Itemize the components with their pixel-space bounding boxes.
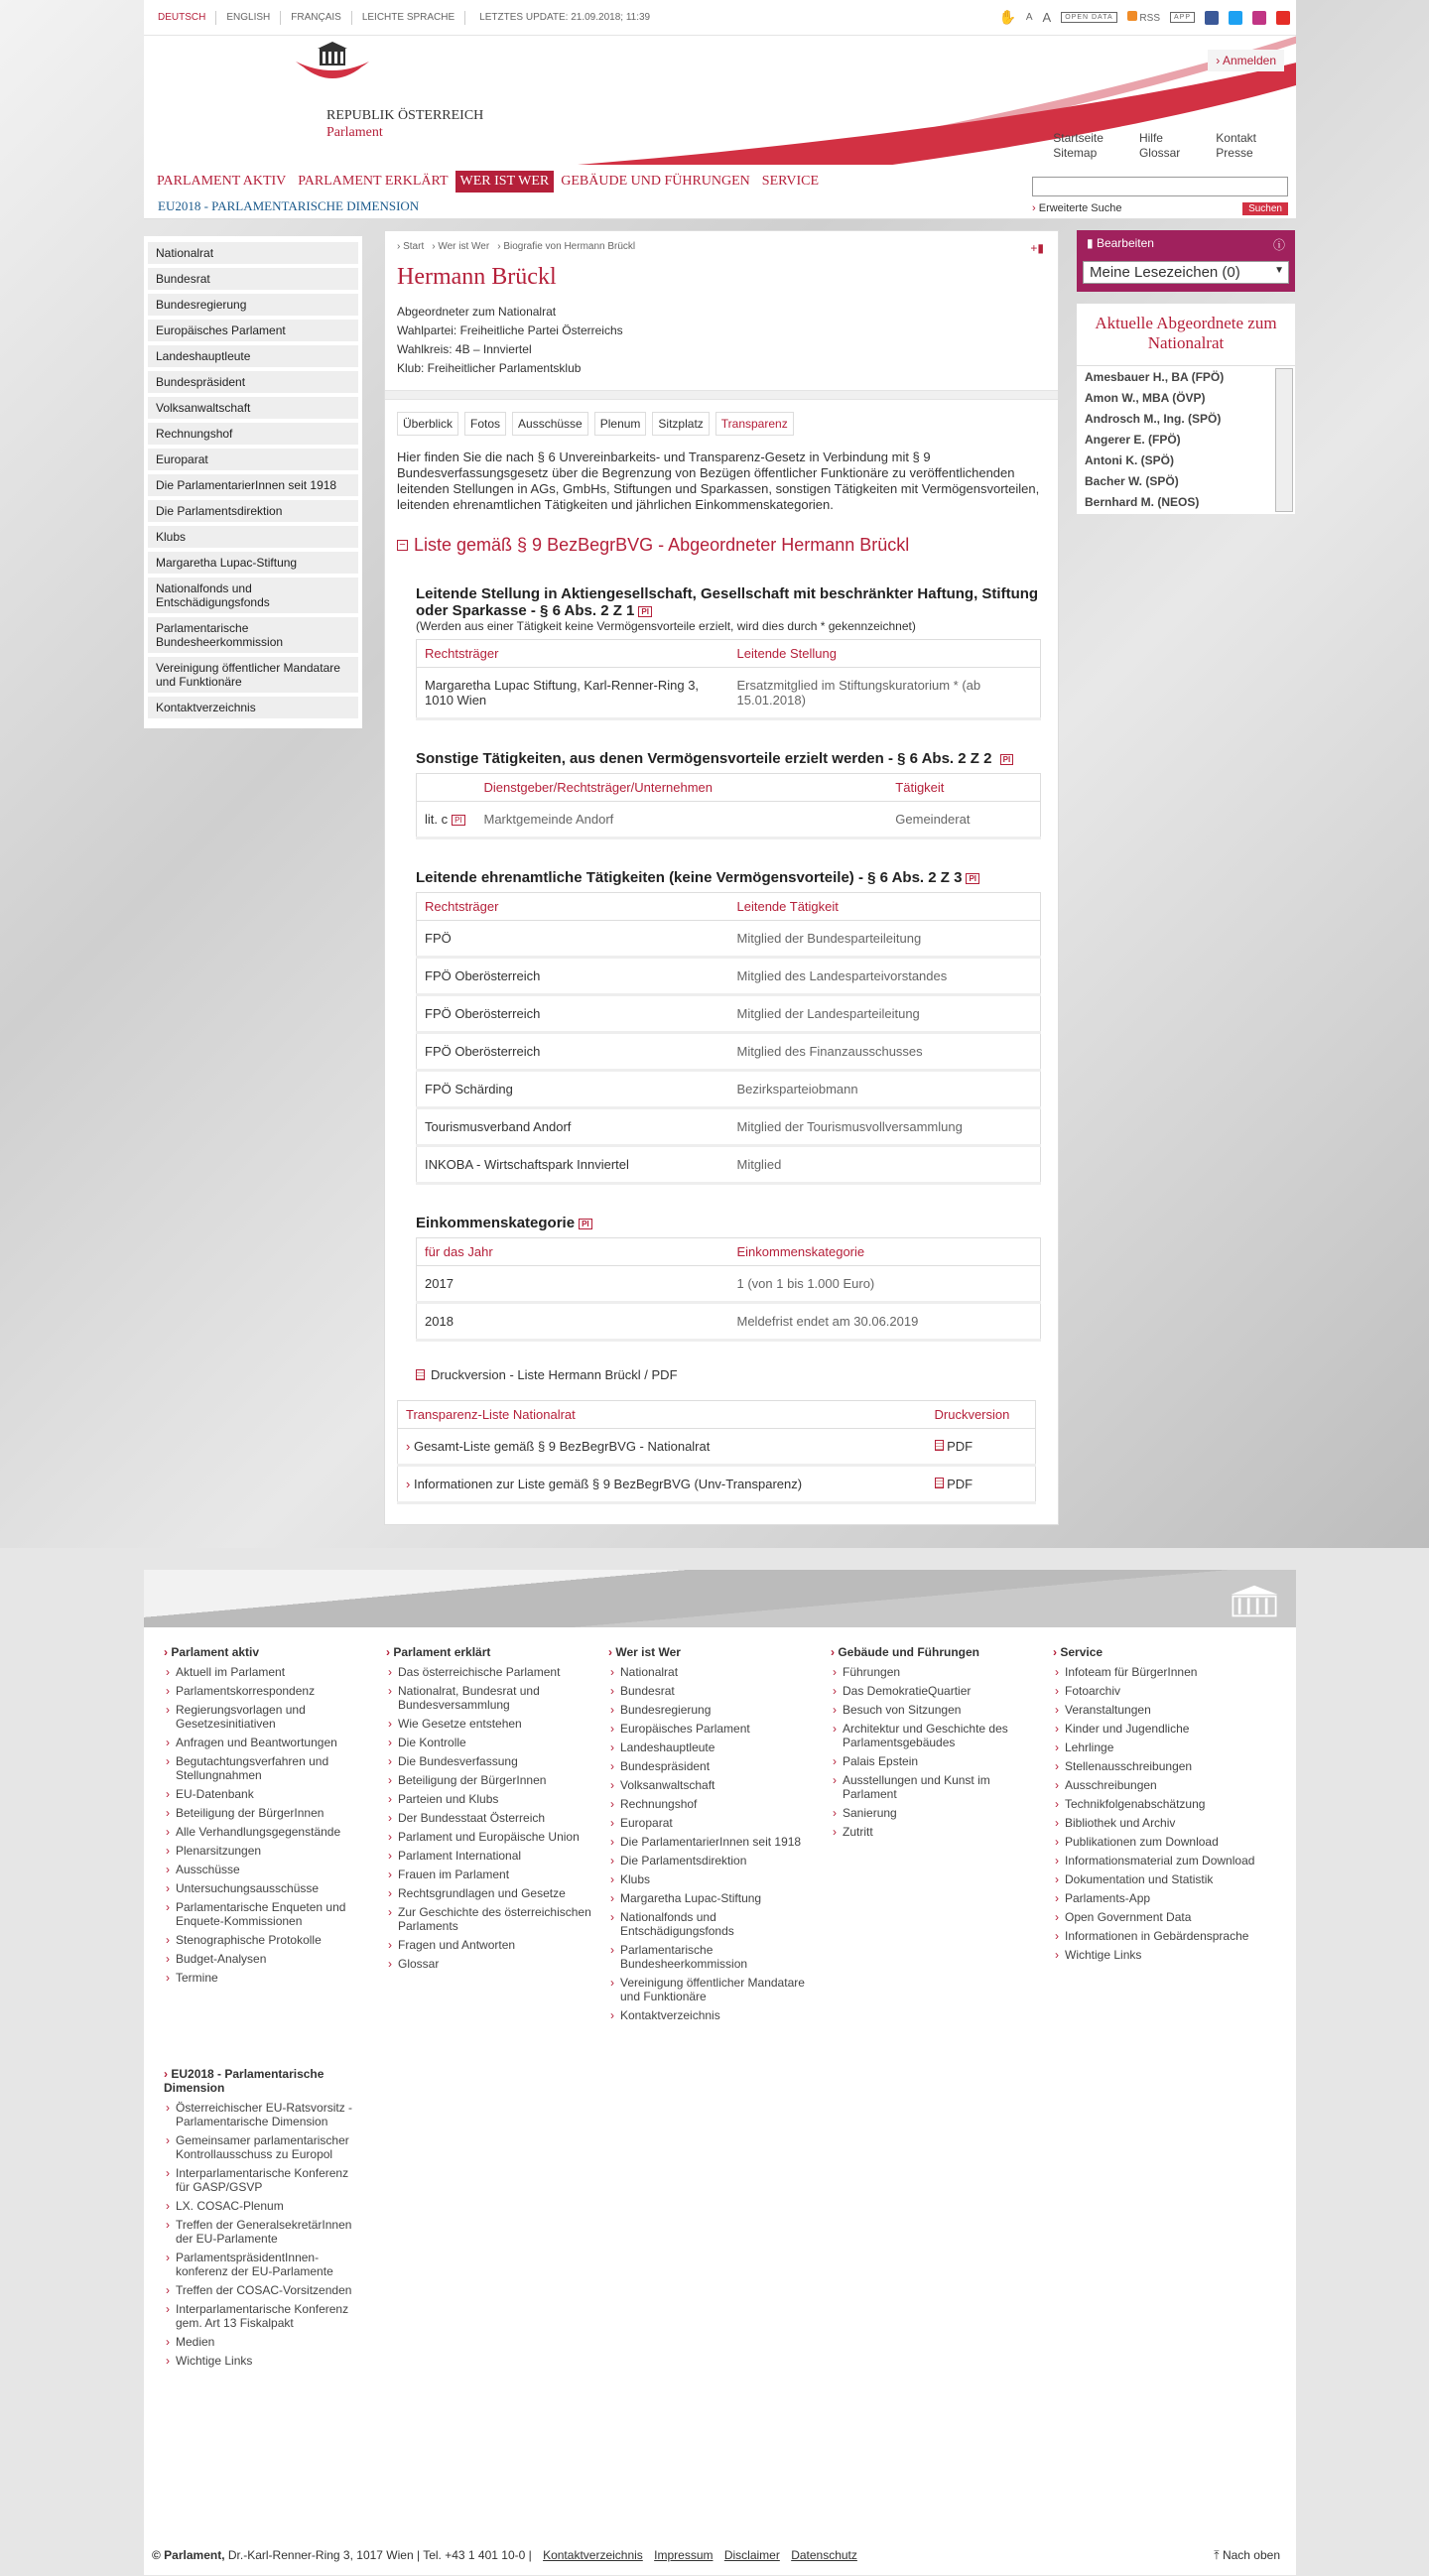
crumb-start-label: Start xyxy=(403,241,425,252)
cell: Mitglied xyxy=(729,1146,1041,1184)
person-meta xyxy=(385,303,1058,390)
col-dienstgeber: Dienstgeber/Rechtsträger/Unternehmen xyxy=(476,774,888,802)
footer-link[interactable]: › Rechtsgrundlagen und Gesetze xyxy=(386,1886,596,1900)
sidebar-item-bundespraesident[interactable]: Bundespräsident xyxy=(148,371,358,393)
page xyxy=(144,0,1296,219)
table-row xyxy=(417,921,1041,958)
footer-link[interactable]: › Wichtige Links xyxy=(1053,1948,1263,1962)
sidebar-item-bundesregierung[interactable]: Bundesregierung xyxy=(148,294,358,316)
col-leitende-stellung: Leitende Stellung xyxy=(729,640,1041,668)
current-members-panel xyxy=(1077,304,1295,514)
footer-column-heading[interactable]: › EU2018 - Parlamentarische Dimension xyxy=(164,2067,360,2095)
back-to-top-link[interactable] xyxy=(1214,2548,1280,2563)
cell: 2017 xyxy=(417,1266,729,1303)
footer-link[interactable]: › Bibliothek und Archiv xyxy=(1053,1816,1263,1830)
footer-link[interactable]: › Der Bundesstaat Österreich xyxy=(386,1811,596,1825)
liste-toggle[interactable] xyxy=(385,513,1058,556)
link-startseite[interactable]: Startseite xyxy=(1053,131,1104,145)
nav-parlament-erklaert[interactable]: PARLAMENT ERKLÄRT xyxy=(298,174,449,189)
cell: Mitglied der Landesparteileitung xyxy=(729,995,1041,1033)
footer-link[interactable]: › Gemeinsamer parlamentarischer Kontrollausschuss zu Europol xyxy=(164,2133,360,2161)
cell: INKOBA - Wirtschaftspark Innviertel xyxy=(417,1146,729,1184)
login-label: Anmelden xyxy=(1222,54,1276,67)
top-bar xyxy=(144,0,1296,36)
bookmarks-select[interactable] xyxy=(1083,261,1289,284)
cell: FPÖ Schärding xyxy=(417,1071,729,1108)
last-update: LETZTES UPDATE: 21.09.2018; 11:39 xyxy=(479,11,651,23)
footer-link[interactable]: › Europäisches Parlament xyxy=(608,1722,819,1736)
footer-link[interactable]: › Parlaments-App xyxy=(1053,1891,1263,1905)
info-icon[interactable]: ⓘ xyxy=(1272,238,1285,252)
list-item[interactable]: Bernhard M. (NEOS) xyxy=(1085,495,1200,509)
crumb-current: › Biografie von Hermann Brückl xyxy=(497,241,636,252)
main-navigation xyxy=(144,165,1296,219)
link-hilfe[interactable]: Hilfe xyxy=(1138,131,1163,145)
tab-transparenz[interactable]: Transparenz xyxy=(715,412,794,436)
nav-parlament-aktiv[interactable]: PARLAMENT AKTIV xyxy=(157,174,287,189)
footer-link[interactable]: › Rechnungshof xyxy=(608,1797,819,1811)
rss-icon xyxy=(1127,11,1137,21)
gesamt-liste-link[interactable]: › Gesamt-Liste gemäß § 9 BezBegrBVG - Nationalrat xyxy=(398,1429,927,1466)
info-icon[interactable]: PI xyxy=(638,606,652,617)
footer-column-heading[interactable]: › Wer ist Wer xyxy=(608,1645,819,1659)
person-klub: Klub: Freiheitlicher Parlamentsklub xyxy=(397,361,582,375)
nav-wer-ist-wer[interactable]: WER IST WER xyxy=(455,171,555,193)
footer-link[interactable]: › Glossar xyxy=(386,1957,596,1971)
search-button[interactable]: Suchen xyxy=(1242,202,1288,215)
logo-text xyxy=(326,107,483,141)
footer-link[interactable]: › Europarat xyxy=(608,1816,819,1830)
link-sitemap[interactable]: Sitemap xyxy=(1053,146,1098,160)
sidebar-item-kontakt[interactable]: Kontaktverzeichnis xyxy=(148,697,358,718)
tab-bar xyxy=(385,400,1058,436)
section2-title xyxy=(416,750,1046,767)
pdf-label: PDF xyxy=(947,1477,974,1491)
footer xyxy=(144,1570,1296,2575)
table-row xyxy=(417,995,1041,1033)
list-item[interactable]: Amesbauer H., BA (FPÖ) xyxy=(1085,370,1225,384)
footer-link[interactable]: › Treffen der GeneralsekretärInnen der EU-Parlamente xyxy=(164,2218,360,2246)
footer-link[interactable]: › Anfragen und Beantwortungen xyxy=(164,1736,374,1749)
footer-column xyxy=(386,1639,608,2027)
col-empty xyxy=(417,774,476,802)
edit-button[interactable]: ▮ Bearbeiten xyxy=(1087,236,1154,250)
footer-link[interactable]: › Ausstellungen und Kunst im Parlament xyxy=(831,1773,1041,1801)
link-glossar[interactable]: Glossar xyxy=(1138,146,1181,160)
section3-title-text: Leitende ehrenamtliche Tätigkeiten (keine Vermögensvorteile) - § 6 Abs. 2 Z 3 xyxy=(416,869,963,886)
col-druckversion: Druckversion xyxy=(927,1401,1036,1429)
sidebar-item-parlamentarier[interactable]: Die ParlamentarierInnen seit 1918 xyxy=(148,474,358,496)
app-badge[interactable]: APP xyxy=(1170,12,1195,23)
pdf-icon xyxy=(935,1478,944,1488)
advanced-search-link[interactable]: › Erweiterte Suche xyxy=(1032,202,1122,214)
footer-link[interactable]: › Vereinigung öffentlicher Mandatare und Funktionäre xyxy=(608,1976,819,2003)
page-title: Hermann Brückl xyxy=(397,264,557,290)
rss-link[interactable] xyxy=(1127,11,1160,24)
cell: FPÖ Oberösterreich xyxy=(417,1033,729,1071)
footer-link[interactable]: › Lehrlinge xyxy=(1053,1740,1263,1754)
lit-label: lit. c xyxy=(425,812,449,827)
footer-link[interactable]: › Parlamentarische Bundesheerkommission xyxy=(608,1943,819,1971)
footer-link[interactable]: › Landeshauptleute xyxy=(608,1740,819,1754)
cell: Tourismusverband Andorf xyxy=(417,1108,729,1146)
cell: Mitglied der Tourismusvollversammlung xyxy=(729,1108,1041,1146)
footer-link[interactable]: › Das österreichische Parlament xyxy=(386,1665,596,1679)
footer-link[interactable]: › Klubs xyxy=(608,1872,819,1886)
main-content xyxy=(384,230,1059,1525)
members-list xyxy=(1077,365,1295,514)
intro-text: Hier finden Sie die nach § 6 Unvereinbarkeits- und Transparenz-Gesetz in Verbindung mit § 9 Bundesverfassungsgesetz über die Begrenzung von Bezügen öffentlicher Funktionäre zu veröffentlichenden leitenden Stellungen in AGs, GmbHs, Stiftungen und Sparkassen, sonstigen Tätigkeiten mit Vermögensvorteilen, leitenden ehrenamtlichen Tätigkeiten und jährlichen Einkommenskategorien. xyxy=(397,450,1040,512)
search-box xyxy=(1032,177,1288,215)
crumb-wer-ist-wer[interactable]: › Wer ist Wer xyxy=(432,241,490,252)
footer-link[interactable]: › Treffen der COSAC-Vorsitzenden xyxy=(164,2283,360,2297)
person-partei: Wahlpartei: Freiheitliche Partei Österreichs xyxy=(397,323,623,337)
nav-service[interactable]: SERVICE xyxy=(761,174,820,189)
footer-link[interactable]: › Fotoarchiv xyxy=(1053,1684,1263,1698)
instagram-icon[interactable] xyxy=(1252,11,1266,25)
table-row xyxy=(417,668,1041,719)
section3-title xyxy=(416,869,1046,886)
footer-link[interactable]: › Stenographische Protokolle xyxy=(164,1933,374,1947)
footer-band xyxy=(144,1570,1296,1627)
nav-gebaeude[interactable]: GEBÄUDE UND FÜHRUNGEN xyxy=(561,174,750,189)
footer-column xyxy=(608,1639,831,2027)
tab-plenum[interactable]: Plenum xyxy=(594,412,647,436)
footer-link[interactable]: › Interparlamentarische Konferenz gem. Art 13 Fiskalpakt xyxy=(164,2302,360,2330)
bookmark-add-icon[interactable]: +▮ xyxy=(1030,241,1044,255)
person-wahlkreis: Wahlkreis: 4B – Innviertel xyxy=(397,342,532,356)
sidebar-item-parlamentsdirektion[interactable]: Die Parlamentsdirektion xyxy=(148,500,358,522)
font-small-button[interactable]: A xyxy=(1025,12,1033,23)
footer-link[interactable]: › Nationalrat xyxy=(608,1665,819,1679)
table-row xyxy=(398,1429,1036,1466)
cell: Meldefrist endet am 30.06.2019 xyxy=(729,1303,1041,1341)
info-liste-link[interactable]: › Informationen zur Liste gemäß § 9 BezBegrBVG (Unv-Transparenz) xyxy=(398,1466,927,1503)
table-row xyxy=(417,1266,1041,1303)
footer-column-heading[interactable]: › Service xyxy=(1053,1645,1263,1659)
footer-link[interactable]: › Kinder und Jugendliche xyxy=(1053,1722,1263,1736)
cell-taetigkeit: Gemeinderat xyxy=(887,802,1040,838)
cell: 2018 xyxy=(417,1303,729,1341)
table-ehrenamtlich xyxy=(416,892,1041,1185)
footer-columns xyxy=(144,1627,1296,2027)
footer-column-heading[interactable]: › Parlament aktiv xyxy=(164,1645,374,1659)
scrollbar[interactable] xyxy=(1275,368,1293,512)
footer-link[interactable]: › Margaretha Lupac-Stiftung xyxy=(608,1891,819,1905)
cell-stellung: Ersatzmitglied im Stiftungskuratorium * (ab 15.01.2018) xyxy=(729,668,1041,719)
breadcrumb xyxy=(385,231,1058,252)
footer-link[interactable]: › Zutritt xyxy=(831,1825,1041,1839)
footer-link[interactable]: › ParlamentspräsidentInnen-konferenz der EU-Parlamente xyxy=(164,2251,360,2278)
footer-link[interactable]: › Informationen in Gebärdensprache xyxy=(1053,1929,1263,1943)
footer-link[interactable]: › Begutachtungsverfahren und Stellungnahmen xyxy=(164,1754,374,1782)
print-version-label: Druckversion - Liste Hermann Brückl / PDF xyxy=(431,1367,678,1382)
footer-link[interactable]: › Parlament International xyxy=(386,1849,596,1863)
col-transparenz-liste: Transparenz-Liste Nationalrat xyxy=(398,1401,927,1429)
link-presse[interactable]: Presse xyxy=(1216,146,1253,160)
footer-link[interactable]: › Fragen und Antworten xyxy=(386,1938,596,1952)
copyright: © Parlament, xyxy=(152,2548,225,2562)
cell: Mitglied des Finanzausschusses xyxy=(729,1033,1041,1071)
info-icon[interactable]: PI xyxy=(452,815,465,826)
print-version-link[interactable] xyxy=(385,1342,1058,1382)
cell: Mitglied der Bundesparteileitung xyxy=(729,921,1041,958)
footer-link[interactable]: › EU-Datenbank xyxy=(164,1787,374,1801)
cell-lit xyxy=(417,802,476,838)
footer-link[interactable]: › Termine xyxy=(164,1971,374,1985)
cell-rechtstraeger: Margaretha Lupac Stiftung, Karl-Renner-Ring 3, 1010 Wien xyxy=(417,668,729,719)
info-icon[interactable]: PI xyxy=(1000,754,1014,765)
republik-text: REPUBLIK ÖSTERREICH xyxy=(326,108,484,123)
address: Dr.-Karl-Renner-Ring 3, 1017 Wien | Tel. +43 1 401 10-0 | xyxy=(227,2548,532,2562)
cell: FPÖ Oberösterreich xyxy=(417,995,729,1033)
sidebar-item-nationalrat[interactable]: Nationalrat xyxy=(148,242,358,264)
info-icon[interactable]: PI xyxy=(966,873,979,884)
lang-english[interactable]: ENGLISH xyxy=(216,11,281,25)
link-label: Informationen zur Liste gemäß § 9 BezBegrBVG (Unv-Transparenz) xyxy=(413,1477,803,1491)
cell-dienstgeber: Marktgemeinde Andorf xyxy=(476,802,888,838)
footer-link-kontakt[interactable]: Kontaktverzeichnis xyxy=(543,2548,643,2562)
header xyxy=(144,36,1296,165)
footer-link[interactable]: › Besuch von Sitzungen xyxy=(831,1703,1041,1717)
footer-link[interactable]: › Bundesrat xyxy=(608,1684,819,1698)
sidebar-item-bundesheer[interactable]: Parlamentarische Bundesheerkommission xyxy=(148,617,358,653)
footer-link[interactable]: › Führungen xyxy=(831,1665,1041,1679)
col-kategorie: Einkommenskategorie xyxy=(729,1238,1041,1266)
footer-link[interactable]: › Infoteam für BürgerInnen xyxy=(1053,1665,1263,1679)
footer-link[interactable]: › Das DemokratieQuartier xyxy=(831,1684,1041,1698)
footer-link[interactable]: › Nationalfonds und Entschädigungsfonds xyxy=(608,1910,819,1938)
list-item[interactable]: Bacher W. (SPÖ) xyxy=(1085,474,1179,488)
lang-leichte-sprache[interactable]: LEICHTE SPRACHE xyxy=(352,11,465,25)
table-row xyxy=(417,1108,1041,1146)
table-sonstige xyxy=(416,773,1041,839)
footer-link[interactable]: › Interparlamentarische Konferenz für GASP/GSVP xyxy=(164,2166,360,2194)
section2-title-text: Sonstige Tätigkeiten, aus denen Vermögensvorteile erzielt werden - § 6 Abs. 2 Z 2 xyxy=(416,750,992,767)
col-taetigkeit: Tätigkeit xyxy=(887,774,1040,802)
top-icons xyxy=(998,9,1296,26)
right-column xyxy=(1077,230,1295,514)
list-item[interactable]: Androsch M., Ing. (SPÖ) xyxy=(1085,412,1222,426)
footer-link[interactable]: › Frauen im Parlament xyxy=(386,1868,596,1881)
sign-language-icon[interactable]: ✋ xyxy=(998,9,1016,25)
footer-link[interactable]: › LX. COSAC-Plenum xyxy=(164,2199,360,2213)
footer-link[interactable]: › Regierungsvorlagen und Gesetzesinitiativen xyxy=(164,1703,374,1731)
font-large-button[interactable]: A xyxy=(1042,10,1052,25)
pdf-link[interactable] xyxy=(927,1429,1036,1466)
footer-link[interactable]: › Österreichischer EU-Ratsvorsitz - Parlamentarische Dimension xyxy=(164,2101,360,2128)
sidebar-item-eu-parlament[interactable]: Europäisches Parlament xyxy=(148,320,358,341)
footer-link[interactable]: › Technikfolgenabschätzung xyxy=(1053,1797,1263,1811)
footer-link[interactable]: › Beteiligung der BürgerInnen xyxy=(386,1773,596,1787)
pdf-icon xyxy=(416,1369,425,1380)
footer-link[interactable]: › Informationsmaterial zum Download xyxy=(1053,1854,1263,1868)
table-row xyxy=(417,1303,1041,1341)
cell: 1 (von 1 bis 1.000 Euro) xyxy=(729,1266,1041,1303)
list-item[interactable]: Amon W., MBA (ÖVP) xyxy=(1085,391,1206,405)
collapse-icon: − xyxy=(397,540,408,551)
open-data-badge[interactable]: OPEN DATA xyxy=(1061,12,1116,23)
footer-link[interactable]: › Volksanwaltschaft xyxy=(608,1778,819,1792)
sidebar-item-lupac[interactable]: Margaretha Lupac-Stiftung xyxy=(148,552,358,574)
footer-link[interactable]: › Bundespräsident xyxy=(608,1759,819,1773)
footer-link-datenschutz[interactable]: Datenschutz xyxy=(791,2548,857,2562)
cell: FPÖ Oberösterreich xyxy=(417,958,729,995)
footer-link[interactable]: › Parteien und Klubs xyxy=(386,1792,596,1806)
sidebar-item-europarat[interactable]: Europarat xyxy=(148,449,358,470)
divider xyxy=(385,390,1058,400)
table-row xyxy=(417,958,1041,995)
footer-link[interactable]: › Open Government Data xyxy=(1053,1910,1263,1924)
tab-ueberblick[interactable]: Überblick xyxy=(397,412,458,436)
section-leitende-stellung xyxy=(385,585,1058,1342)
tab-ausschuesse[interactable]: Ausschüsse xyxy=(512,412,588,436)
table-row xyxy=(417,1146,1041,1184)
footer-link[interactable]: › Die Kontrolle xyxy=(386,1736,596,1749)
footer-link[interactable]: › Die ParlamentarierInnen seit 1918 xyxy=(608,1835,819,1849)
pdf-label: PDF xyxy=(947,1439,974,1454)
footer-link[interactable]: › Kontaktverzeichnis xyxy=(608,2008,819,2022)
table-leitende-stellung xyxy=(416,639,1041,720)
footer-link[interactable]: › Veranstaltungen xyxy=(1053,1703,1263,1717)
footer-column xyxy=(164,1639,386,2027)
bookmarks-panel xyxy=(1077,230,1295,292)
back-to-top-label: Nach oben xyxy=(1222,2548,1280,2562)
col-rechtstraeger: Rechtsträger xyxy=(417,640,729,668)
sidebar xyxy=(144,236,362,728)
facebook-icon[interactable] xyxy=(1205,11,1219,25)
table-row xyxy=(398,1466,1036,1503)
table-row xyxy=(417,1071,1041,1108)
footer-link[interactable]: › Die Bundesverfassung xyxy=(386,1754,596,1768)
footer-link[interactable]: › Budget-Analysen xyxy=(164,1952,374,1966)
pdf-icon xyxy=(935,1440,944,1451)
cell: Mitglied des Landesparteivorstandes xyxy=(729,958,1041,995)
footer-link[interactable]: › Palais Epstein xyxy=(831,1754,1041,1768)
col-rechtstraeger: Rechtsträger xyxy=(417,893,729,921)
footer-link[interactable]: › Sanierung xyxy=(831,1806,1041,1820)
footer-link[interactable]: › Alle Verhandlungsgegenstände xyxy=(164,1825,374,1839)
table-row xyxy=(417,1033,1041,1071)
twitter-icon[interactable] xyxy=(1229,11,1242,25)
crumb-start[interactable]: › Start xyxy=(397,241,425,252)
sidebar-item-rechnungshof[interactable]: Rechnungshof xyxy=(148,423,358,445)
footer-link[interactable]: › Dokumentation und Statistik xyxy=(1053,1872,1263,1886)
table-einkommen xyxy=(416,1237,1041,1342)
section1-note: (Werden aus einer Tätigkeit keine Vermögensvorteile erzielt, wird dies durch * gekennzeichnet) xyxy=(416,619,916,633)
edit-label: Bearbeiten xyxy=(1096,236,1154,250)
footer-link[interactable]: › Nationalrat, Bundesrat und Bundesversammlung xyxy=(386,1684,596,1712)
footer-link[interactable]: › Stellenausschreibungen xyxy=(1053,1759,1263,1773)
liste-title: Liste gemäß § 9 BezBegrBVG - Abgeordneter Hermann Brückl xyxy=(414,535,910,555)
person-role: Abgeordneter zum Nationalrat xyxy=(397,305,557,319)
sidebar-item-klubs[interactable]: Klubs xyxy=(148,526,358,548)
tab-sitzplatz[interactable]: Sitzplatz xyxy=(652,412,709,436)
table-row xyxy=(417,802,1041,838)
bookmarks-value: Meine Lesezeichen (0) xyxy=(1090,264,1240,281)
sidebar-item-vereinigung[interactable]: Vereinigung öffentlicher Mandatare und Funktionäre xyxy=(148,657,358,693)
footer-link[interactable]: › Medien xyxy=(164,2335,360,2349)
parliament-building-icon xyxy=(288,42,377,89)
youtube-icon[interactable] xyxy=(1276,11,1290,25)
link-label: Gesamt-Liste gemäß § 9 BezBegrBVG - Nationalrat xyxy=(413,1439,711,1454)
sidebar-item-nationalfonds[interactable]: Nationalfonds und Entschädigungsfonds xyxy=(148,578,358,613)
footer-link-disclaimer[interactable]: Disclaimer xyxy=(723,2548,780,2562)
rss-label: RSS xyxy=(1139,13,1160,24)
arrow-up-icon: ⤒ xyxy=(1214,2548,1220,2562)
footer-link[interactable]: › Untersuchungsausschüsse xyxy=(164,1881,374,1895)
cell: FPÖ xyxy=(417,921,729,958)
footer-link[interactable]: › Publikationen zum Download xyxy=(1053,1835,1263,1849)
sidebar-item-landeshauptleute[interactable]: Landeshauptleute xyxy=(148,345,358,367)
section1-title-text: Leitende Stellung in Aktiengesellschaft, Gesellschaft mit beschränkter Haftung, Stiftung oder Sparkasse - § 6 Abs. 2 Z 1 xyxy=(416,585,1039,619)
parliament-building-icon xyxy=(1227,1584,1282,1619)
section4-title xyxy=(416,1215,1046,1231)
lang-deutsch[interactable]: DEUTSCH xyxy=(148,11,216,25)
list-item[interactable]: Antoni K. (SPÖ) xyxy=(1085,453,1174,467)
footer-link-impressum[interactable]: Impressum xyxy=(654,2548,714,2562)
table-transparenz-liste xyxy=(397,1400,1036,1504)
footer-column xyxy=(831,1639,1053,2027)
lang-francais[interactable]: FRANÇAIS xyxy=(281,11,352,25)
sidebar-item-volksanwaltschaft[interactable]: Volksanwaltschaft xyxy=(148,397,358,419)
search-input[interactable] xyxy=(1032,177,1288,196)
crumb-current-label: Biografie von Hermann Brückl xyxy=(503,241,636,252)
parliament-logo[interactable] xyxy=(273,42,392,92)
footer-link[interactable]: › Wie Gesetze entstehen xyxy=(386,1717,596,1731)
footer-bottom xyxy=(152,2548,1280,2563)
footer-link[interactable]: › Ausschreibungen xyxy=(1053,1778,1263,1792)
info-icon[interactable]: PI xyxy=(579,1219,592,1229)
members-title: Aktuelle Abgeordnete zum Nationalrat xyxy=(1095,314,1277,352)
footer-link[interactable]: › Beteiligung der BürgerInnen xyxy=(164,1806,374,1820)
footer-link[interactable]: › Parlamentarische Enqueten und Enquete-Kommissionen xyxy=(164,1900,374,1928)
col-jahr: für das Jahr xyxy=(417,1238,729,1266)
tab-fotos[interactable]: Fotos xyxy=(464,412,506,436)
section1-title xyxy=(416,585,1046,619)
footer-link[interactable]: › Parlament und Europäische Union xyxy=(386,1830,596,1844)
login-button[interactable]: › Anmelden xyxy=(1208,50,1284,71)
parlament-text: Parlament xyxy=(326,125,383,140)
cell: Bezirksparteiobmann xyxy=(729,1071,1041,1108)
footer-link[interactable]: › Bundesregierung xyxy=(608,1703,819,1717)
link-kontakt[interactable]: Kontakt xyxy=(1216,131,1256,145)
footer-link[interactable]: › Plenarsitzungen xyxy=(164,1844,374,1858)
sidebar-item-bundesrat[interactable]: Bundesrat xyxy=(148,268,358,290)
footer-column xyxy=(1053,1639,1275,2027)
footer-eu-column xyxy=(144,2067,372,2368)
chevron-down-icon: ▼ xyxy=(1274,265,1284,276)
advanced-search-label: Erweiterte Suche xyxy=(1038,202,1122,214)
footer-link[interactable]: › Parlamentskorrespondenz xyxy=(164,1684,374,1698)
footer-link[interactable]: › Ausschüsse xyxy=(164,1863,374,1876)
footer-link[interactable]: › Wichtige Links xyxy=(164,2354,360,2368)
pdf-link[interactable] xyxy=(927,1466,1036,1503)
nav-eu2018[interactable]: EU2018 - PARLAMENTARISCHE DIMENSION xyxy=(158,198,420,213)
footer-column-heading[interactable]: › Gebäude und Führungen xyxy=(831,1645,1041,1659)
footer-link[interactable]: › Zur Geschichte des österreichischen Parlaments xyxy=(386,1905,596,1933)
footer-link[interactable]: › Aktuell im Parlament xyxy=(164,1665,374,1679)
footer-link[interactable]: › Die Parlamentsdirektion xyxy=(608,1854,819,1868)
footer-column-heading[interactable]: › Parlament erklärt xyxy=(386,1645,596,1659)
footer-link[interactable]: › Architektur und Geschichte des Parlamentsgebäudes xyxy=(831,1722,1041,1749)
col-leitende-taetigkeit: Leitende Tätigkeit xyxy=(729,893,1041,921)
section4-title-text: Einkommenskategorie xyxy=(416,1215,576,1231)
list-item[interactable]: Angerer E. (FPÖ) xyxy=(1085,433,1181,447)
quick-links xyxy=(1053,131,1256,161)
crumb-wer-label: Wer ist Wer xyxy=(438,241,490,252)
